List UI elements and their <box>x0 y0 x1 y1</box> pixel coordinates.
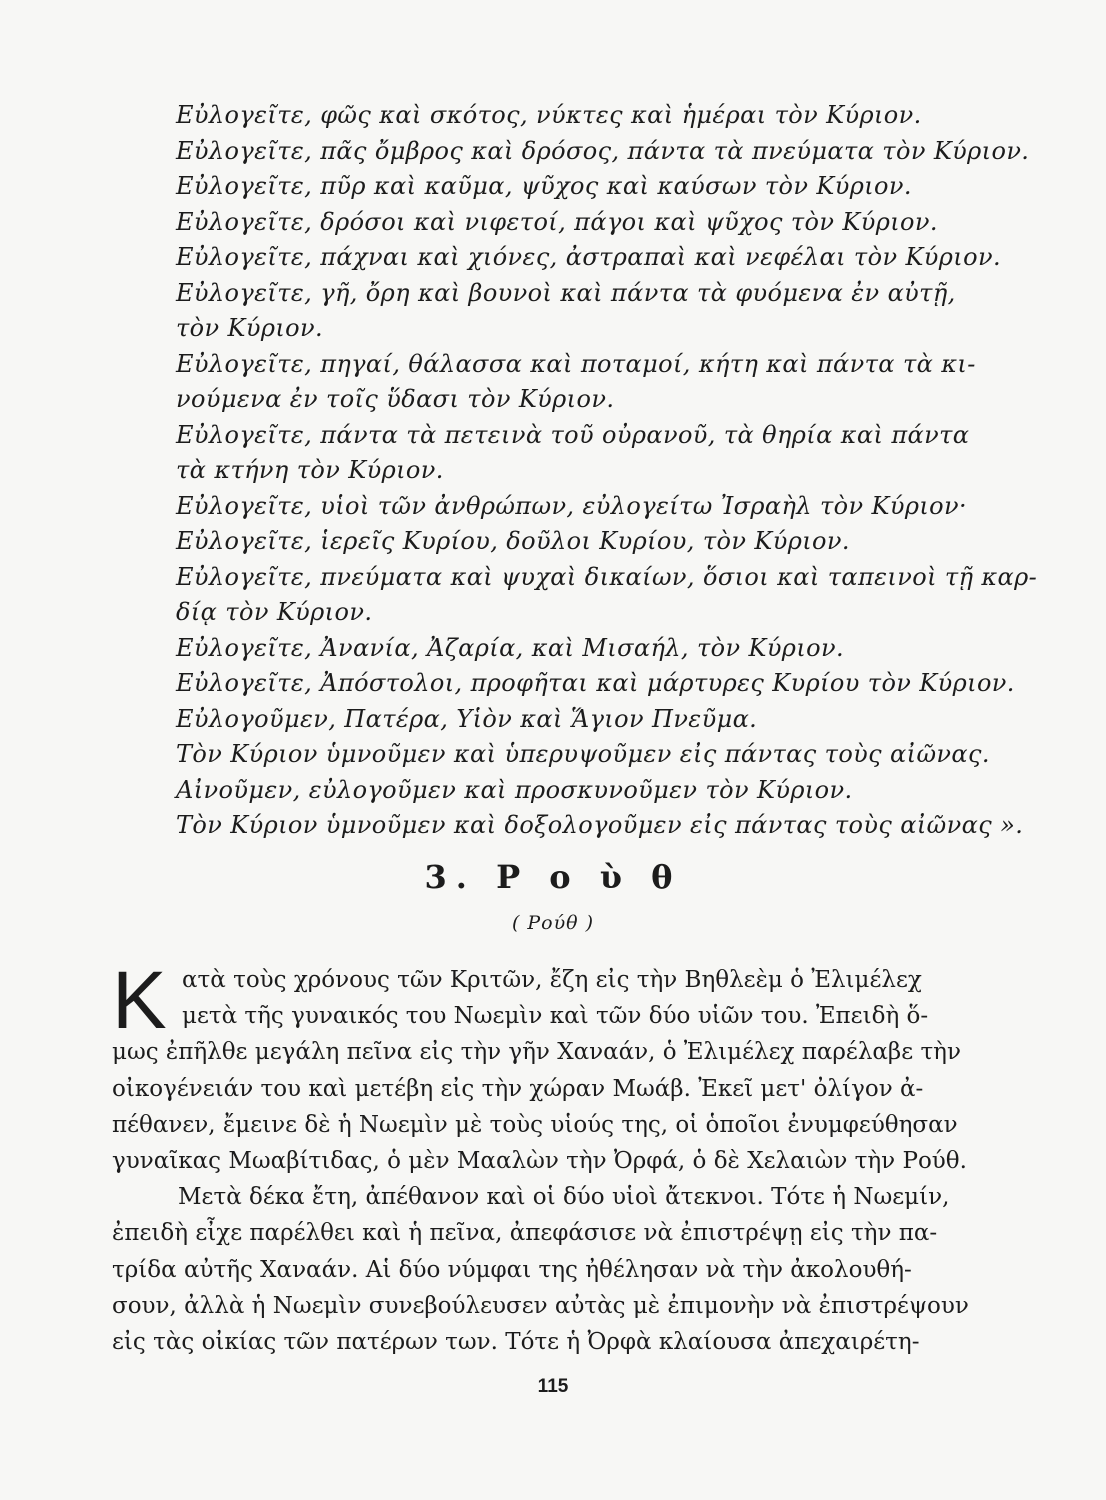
prose-line: ἐπειδὴ εἶχε παρέλθει καὶ ἡ πεῖνα, ἀπεφάσισε νὰ ἐπιστρέψῃ εἰς τὴν πα- <box>112 1220 938 1247</box>
verse-line: Εὐλογεῖτε, πῦρ καὶ καῦμα, ψῦχος καὶ καύσων τὸν Κύριον. <box>176 172 912 200</box>
section-subtitle: ( Ρούθ ) <box>511 912 595 934</box>
verse-line: Τὸν Κύριον ὑμνοῦμεν καὶ δοξολογοῦμεν εἰς πάντας τοὺς αἰῶνας ». <box>176 811 1024 839</box>
verse-line: νούμενα ἐν τοῖς ὕδασι τὸν Κύριον. <box>176 385 615 413</box>
prose-line: μετὰ τῆς γυναικός του Νωεμὶν καὶ τῶν δύο υἱῶν του. Ἐπειδὴ ὅ- <box>182 1003 929 1030</box>
prose-line: τρίδα αὐτῆς Χαναάν. Αἱ δύο νύμφαι της ἠθέλησαν νὰ τὴν ἀκολουθή- <box>112 1256 912 1283</box>
verse-line: Εὐλογεῖτε, υἱοὶ τῶν ἀνθρώπων, εὐλογείτω Ἰσραὴλ τὸν Κύριον· <box>176 491 968 520</box>
verse-line: Εὐλογεῖτε, πνεύματα καὶ ψυχαὶ δικαίων, ὅσιοι καὶ ταπεινοὶ τῇ καρ- <box>176 562 1038 591</box>
verse-line: Εὐλογεῖτε, πηγαί, θάλασσα καὶ ποταμοί, κήτη καὶ πάντα τὰ κι- <box>176 349 976 378</box>
section-title: 3. Ρ ο ὺ θ <box>424 858 682 896</box>
prose-line: εἰς τὰς οἰκίας τῶν πατέρων των. Τότε ἡ Ὀρφὰ κλαίουσα ἀπεχαιρέτη- <box>112 1328 920 1355</box>
verse-line: Εὐλογεῖτε, Ἀπόστολοι, προφῆται καὶ μάρτυρες Κυρίου τὸν Κύριον. <box>176 669 1015 697</box>
prose-line: Μετὰ δέκα ἔτη, ἀπέθανον καὶ οἱ δύο υἱοὶ ἄτεκνοι. Τότε ἡ Νωεμίν, <box>178 1184 950 1211</box>
prose-line: γυναῖκας Μωαβίτιδας, ὁ μὲν Μααλὼν τὴν Ὀρφά, ὁ δὲ Χελαιὼν τὴν Ρούθ. <box>112 1147 967 1174</box>
page-number: 115 <box>537 1376 569 1397</box>
verse-line: Εὐλογεῖτε, πάχναι καὶ χιόνες, ἀστραπαὶ καὶ νεφέλαι τὸν Κύριον. <box>176 243 1001 271</box>
verse-line: δίᾳ τὸν Κύριον. <box>176 598 373 626</box>
verse-line: Εὐλογεῖτε, δρόσοι καὶ νιφετοί, πάγοι καὶ ψῦχος τὸν Κύριον. <box>176 207 938 236</box>
prose-body <box>112 955 969 1360</box>
prose-line: σουν, ἀλλὰ ἡ Νωεμὶν συνεβούλευσεν αὐτὰς μὲ ἐπιμονὴν νὰ ἐπιστρέψουν <box>112 1292 969 1319</box>
hymn-verses <box>176 98 1038 844</box>
verse-line: Αἰνοῦμεν, εὐλογοῦμεν καὶ προσκυνοῦμεν τὸν Κύριον. <box>176 775 853 804</box>
verse-line: Εὐλογοῦμεν, Πατέρα, Υἱὸν καὶ Ἅγιον Πνεῦμα. <box>176 704 758 733</box>
verse-line: Εὐλογεῖτε, πάντα τὰ πετεινὰ τοῦ οὐρανοῦ, τὰ θηρία καὶ πάντα <box>176 420 970 449</box>
verse-line: Εὐλογεῖτε, φῶς καὶ σκότος, νύκτες καὶ ἡμέραι τὸν Κύριον. <box>176 101 922 129</box>
prose-line: μως ἐπῆλθε μεγάλη πεῖνα εἰς τὴν γῆν Χαναάν, ὁ Ἐλιμέλεχ παρέλαβε τὴν <box>112 1039 961 1066</box>
prose-line: ατὰ τοὺς χρόνους τῶν Κριτῶν, ἔζη εἰς τὴν Βηθλεὲμ ὁ Ἐλιμέλεχ <box>182 967 922 993</box>
verse-line: Εὐλογεῖτε, Ἀνανία, Ἀζαρία, καὶ Μισαήλ, τὸν Κύριον. <box>176 633 844 662</box>
verse-line: Εὐλογεῖτε, ἱερεῖς Κυρίου, δοῦλοι Κυρίου, τὸν Κύριον. <box>176 527 850 555</box>
verse-line: Εὐλογεῖτε, πᾶς ὄμβρος καὶ δρόσος, πάντα τὰ πνεύματα τὸν Κύριον. <box>176 136 1030 165</box>
verse-line: τὸν Κύριον. <box>176 314 324 342</box>
drop-cap: Κ <box>112 955 167 1046</box>
verse-line: τὰ κτήνη τὸν Κύριον. <box>176 456 444 484</box>
prose-line: πέθανεν, ἔμεινε δὲ ἡ Νωεμὶν μὲ τοὺς υἱούς της, οἱ ὁποῖοι ἐνυμφεύθησαν <box>112 1111 958 1138</box>
prose-line: οἰκογένειάν του καὶ μετέβη εἰς τὴν χώραν Μωάβ. Ἐκεῖ μετ' ὀλίγον ἀ- <box>112 1075 924 1102</box>
verse-line: Τὸν Κύριον ὑμνοῦμεν καὶ ὑπερυψοῦμεν εἰς πάντας τοὺς αἰῶνας. <box>176 740 990 768</box>
verse-line: Εὐλογεῖτε, γῆ, ὄρη καὶ βουνοὶ καὶ πάντα τὰ φυόμενα ἐν αὐτῇ, <box>176 278 956 307</box>
